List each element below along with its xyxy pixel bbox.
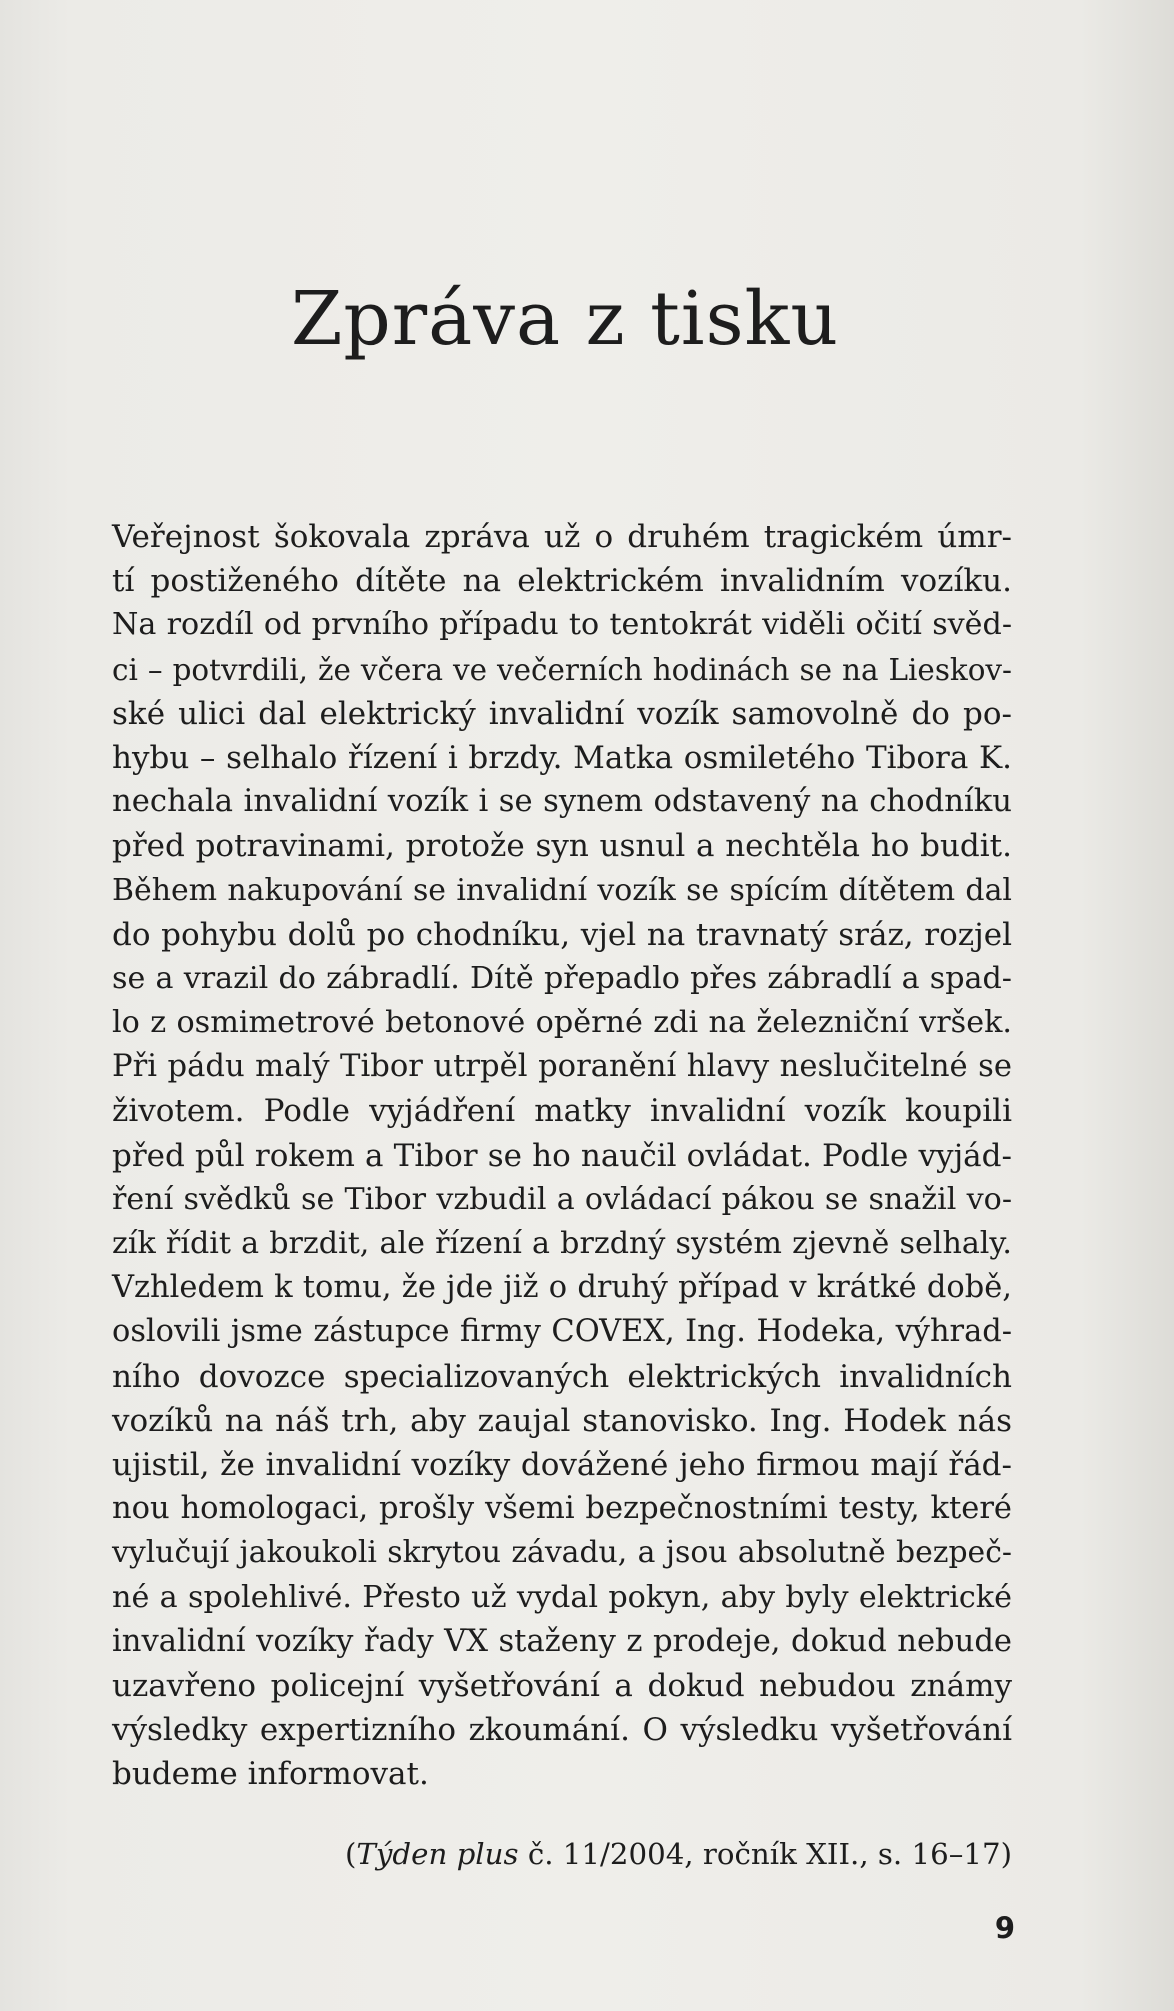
body-line: invalidní vozíky řady VX staženy z prodeje, dokud nebude <box>112 1623 1012 1659</box>
body-line: před potravinami, protože syn usnul a nechtěla ho budit. <box>112 828 1012 865</box>
body-line: výsledky expertizního zkoumání. O výsledku vyšetřování <box>112 1712 1012 1749</box>
page-title: Zpráva z tisku <box>290 276 840 362</box>
body-line: Na rozdíl od prvního případu to tentokrát viděli očití svěd- <box>112 607 1012 643</box>
body-line: Veřejnost šokovala zpráva už o druhém tragickém úmr- <box>112 519 1012 555</box>
body-line: nou homologaci, prošly všemi bezpečnostními testy, které <box>112 1491 1012 1527</box>
body-line: ního dovozce specializovaných elektrických invalidních <box>112 1358 1012 1395</box>
body-line: ci – potvrdili, že včera ve večerních hodinách se na Lieskov- <box>112 652 1012 687</box>
body-line: životem. Podle vyjádření matky invalidní vozík koupili <box>112 1093 1012 1130</box>
page-number: 9 <box>994 1911 1015 1945</box>
body-line: nechala invalidní vozík i se synem odstavený na chodníku <box>112 784 1012 820</box>
body-line: né a spolehlivé. Přesto už vydal pokyn, aby byly elektrické <box>112 1579 1012 1615</box>
source-citation <box>340 1832 1012 1876</box>
body-line: před půl rokem a Tibor se ho naučil ovládat. Podle vyjád- <box>112 1137 1012 1174</box>
body-line: Vzhledem k tomu, že jde již o druhý případ v krátké době, <box>112 1270 1012 1306</box>
body-line: do pohybu dolů po chodníku, vjel na travnatý sráz, rozjel <box>112 916 1012 953</box>
citation-publication: Týden plus <box>356 1837 519 1871</box>
citation-details: č. 11/2004, ročník XII., s. 16–17) <box>518 1837 1012 1871</box>
body-line: vozíků na náš trh, aby zaujal stanovisko. Ing. Hodek nás <box>112 1402 1012 1439</box>
body-line: uzavřeno policejní vyšetřování a dokud nebudou známy <box>112 1667 1012 1704</box>
body-line: vylučují jakoukoli skrytou závadu, a jsou absolutně bezpeč- <box>112 1535 1012 1571</box>
body-line: Při pádu malý Tibor utrpěl poranění hlavy neslučitelné se <box>112 1049 1012 1085</box>
body-line: zík řídit a brzdit, ale řízení a brzdný systém zjevně selhaly. <box>112 1226 1012 1261</box>
body-line: lo z osmimetrové betonové opěrné zdi na železniční vršek. <box>112 1005 1012 1041</box>
body-line: ské ulici dal elektrický invalidní vozík samovolně do po- <box>112 695 1012 732</box>
body-line: hybu – selhalo řízení i brzdy. Matka osmiletého Tibora K. <box>112 739 1012 776</box>
article-body <box>112 515 1012 1796</box>
body-line: oslovili jsme zástupce firmy COVEX, Ing. Hodeka, výhrad- <box>112 1314 1012 1350</box>
body-line: tí postiženého dítěte na elektrickém invalidním vozíku. <box>112 563 1012 600</box>
citation-open: ( <box>344 1837 357 1871</box>
body-line: ření svědků se Tibor vzbudil a ovládací pákou se snažil vo- <box>112 1181 1012 1217</box>
body-line: budeme informovat. <box>112 1756 429 1793</box>
body-line: Během nakupování se invalidní vozík se spícím dítětem dal <box>112 872 1012 908</box>
body-line: se a vrazil do zábradlí. Dítě přepadlo přes zábradlí a spad- <box>112 960 1012 996</box>
body-line: ujistil, že invalidní vozíky dovážené jeho firmou mají řád- <box>112 1446 1012 1483</box>
